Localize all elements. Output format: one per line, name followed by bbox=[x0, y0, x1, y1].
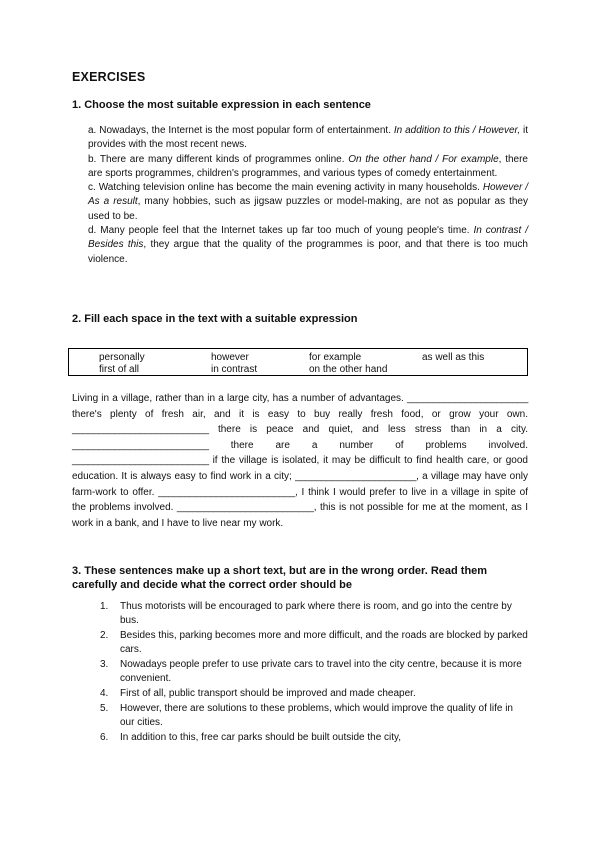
item-number: 6. bbox=[100, 732, 109, 743]
section2-heading: 2. Fill each space in the text with a suitable expression bbox=[72, 313, 358, 325]
section1-sentences bbox=[88, 124, 528, 267]
text-part-2: there's plenty of fresh air, and it is easy to buy really fresh food, or grow your own. bbox=[72, 408, 528, 420]
sentence-d bbox=[88, 224, 528, 267]
text-part-7: , I think I would prefer to live in a village in spite of the problems involved. bbox=[72, 486, 528, 514]
list-item bbox=[100, 600, 528, 628]
text-part-1: Living in a village, rather than in a large city, has a number of advantages. bbox=[72, 393, 407, 404]
text-part-8: , this is not possible for me at the moment, as I work in a bank, and I have to live near my work. bbox=[72, 502, 528, 529]
expression-first-of-all: first of all bbox=[99, 364, 140, 375]
sentence-a-rest: it provides with the most recent news. bbox=[88, 125, 529, 151]
sentence-c-options: However / As a result bbox=[88, 182, 529, 208]
list-item bbox=[100, 702, 528, 730]
expression-however: however bbox=[211, 352, 249, 363]
text-part-3: there is peace and quiet, and less stress than in a city. bbox=[208, 424, 528, 436]
sentence-b-options: On the other hand / For example bbox=[348, 153, 499, 165]
item-number: 2. bbox=[100, 630, 109, 641]
sentence-b-text: b. There are many different kinds of programmes online. bbox=[88, 153, 349, 165]
answer-blank-5[interactable]: _______________________ bbox=[295, 470, 417, 482]
text-part-4: there are a number of problems involved. bbox=[208, 439, 528, 451]
answer-blank-1[interactable]: _______________________ bbox=[406, 393, 528, 404]
expression-as-well-as-this: as well as this bbox=[422, 352, 485, 363]
text-part-5: if the village is isolated, it may be difficult to find health care, or good education. It is always easy to find work in a city; bbox=[72, 455, 528, 482]
sentence-b-rest: , there are sports programmes, children's programmes, and various types of comedy entertainment. bbox=[88, 153, 528, 179]
fill-in-text bbox=[72, 391, 528, 531]
sentence-c-text: c. Watching television online has become the main evening activity in many households. bbox=[88, 182, 483, 194]
sentence-a-text: a. Nowadays, the Internet is the most popular form of entertainment. bbox=[88, 125, 394, 136]
item-number: 1. bbox=[100, 601, 109, 612]
expression-in-contrast: in contrast bbox=[211, 364, 258, 375]
section3-heading: 3. These sentences make up a short text, but are in the wrong order. Read them carefully and decide what the correct order should be bbox=[72, 565, 488, 591]
sentence-b bbox=[88, 153, 528, 182]
answer-blank-6[interactable]: __________________________ bbox=[158, 486, 295, 498]
sentence-d-options: In contrast / Besides this bbox=[88, 225, 528, 251]
list-item bbox=[100, 731, 528, 745]
expression-on-the-other-hand: on the other hand bbox=[309, 364, 388, 375]
item-text: In addition to this, free car parks should be built outside the city, bbox=[120, 732, 402, 743]
expression-for-example: for example bbox=[309, 352, 362, 363]
item-text: Besides this, parking becomes more and more difficult, and the roads are blocked by parked cars. bbox=[120, 630, 528, 655]
sentence-c bbox=[88, 181, 528, 224]
answer-blank-2[interactable]: __________________________ bbox=[72, 424, 209, 436]
list-item bbox=[100, 658, 528, 686]
text-part-6: , a village may have only farm-work to offer. bbox=[72, 470, 528, 498]
list-item bbox=[100, 629, 528, 657]
item-text: Nowadays people prefer to use private cars to travel into the city centre, because it is more convenient. bbox=[120, 659, 522, 684]
answer-blank-3[interactable]: __________________________ bbox=[72, 439, 209, 451]
item-text: First of all, public transport should be improved and made cheaper. bbox=[120, 688, 416, 699]
sentence-c-rest: , many hobbies, such as jigsaw puzzles or model-making, are not as popular as they used to be. bbox=[88, 196, 528, 222]
list-item bbox=[100, 687, 528, 701]
answer-blank-4[interactable]: __________________________ bbox=[72, 455, 209, 467]
expression-box bbox=[68, 348, 528, 376]
sentence-d-text: d. Many people feel that the Internet takes up far too much of young people's time. bbox=[88, 225, 474, 237]
item-text: Thus motorists will be encouraged to park where there is room, and go into the centre by bus. bbox=[120, 601, 512, 626]
sentence-a bbox=[88, 124, 528, 153]
page-title: EXERCISES bbox=[72, 70, 146, 84]
answer-blank-7[interactable]: __________________________ bbox=[176, 502, 314, 514]
section1-heading: 1. Choose the most suitable expression in each sentence bbox=[72, 99, 371, 111]
item-number: 3. bbox=[100, 659, 109, 670]
item-text: However, there are solutions to these problems, which would improve the quality of life in our cities. bbox=[120, 703, 513, 728]
item-number: 5. bbox=[100, 703, 109, 714]
fill-in-paragraph bbox=[72, 391, 528, 531]
item-number: 4. bbox=[100, 688, 109, 699]
ordering-list bbox=[100, 600, 528, 746]
sentence-d-rest: , they argue that the quality of the programmes is poor, and that there is too much violence. bbox=[88, 239, 528, 265]
expression-personally: personally bbox=[99, 352, 145, 363]
sentence-a-options: In addition to this / However, bbox=[393, 125, 521, 136]
